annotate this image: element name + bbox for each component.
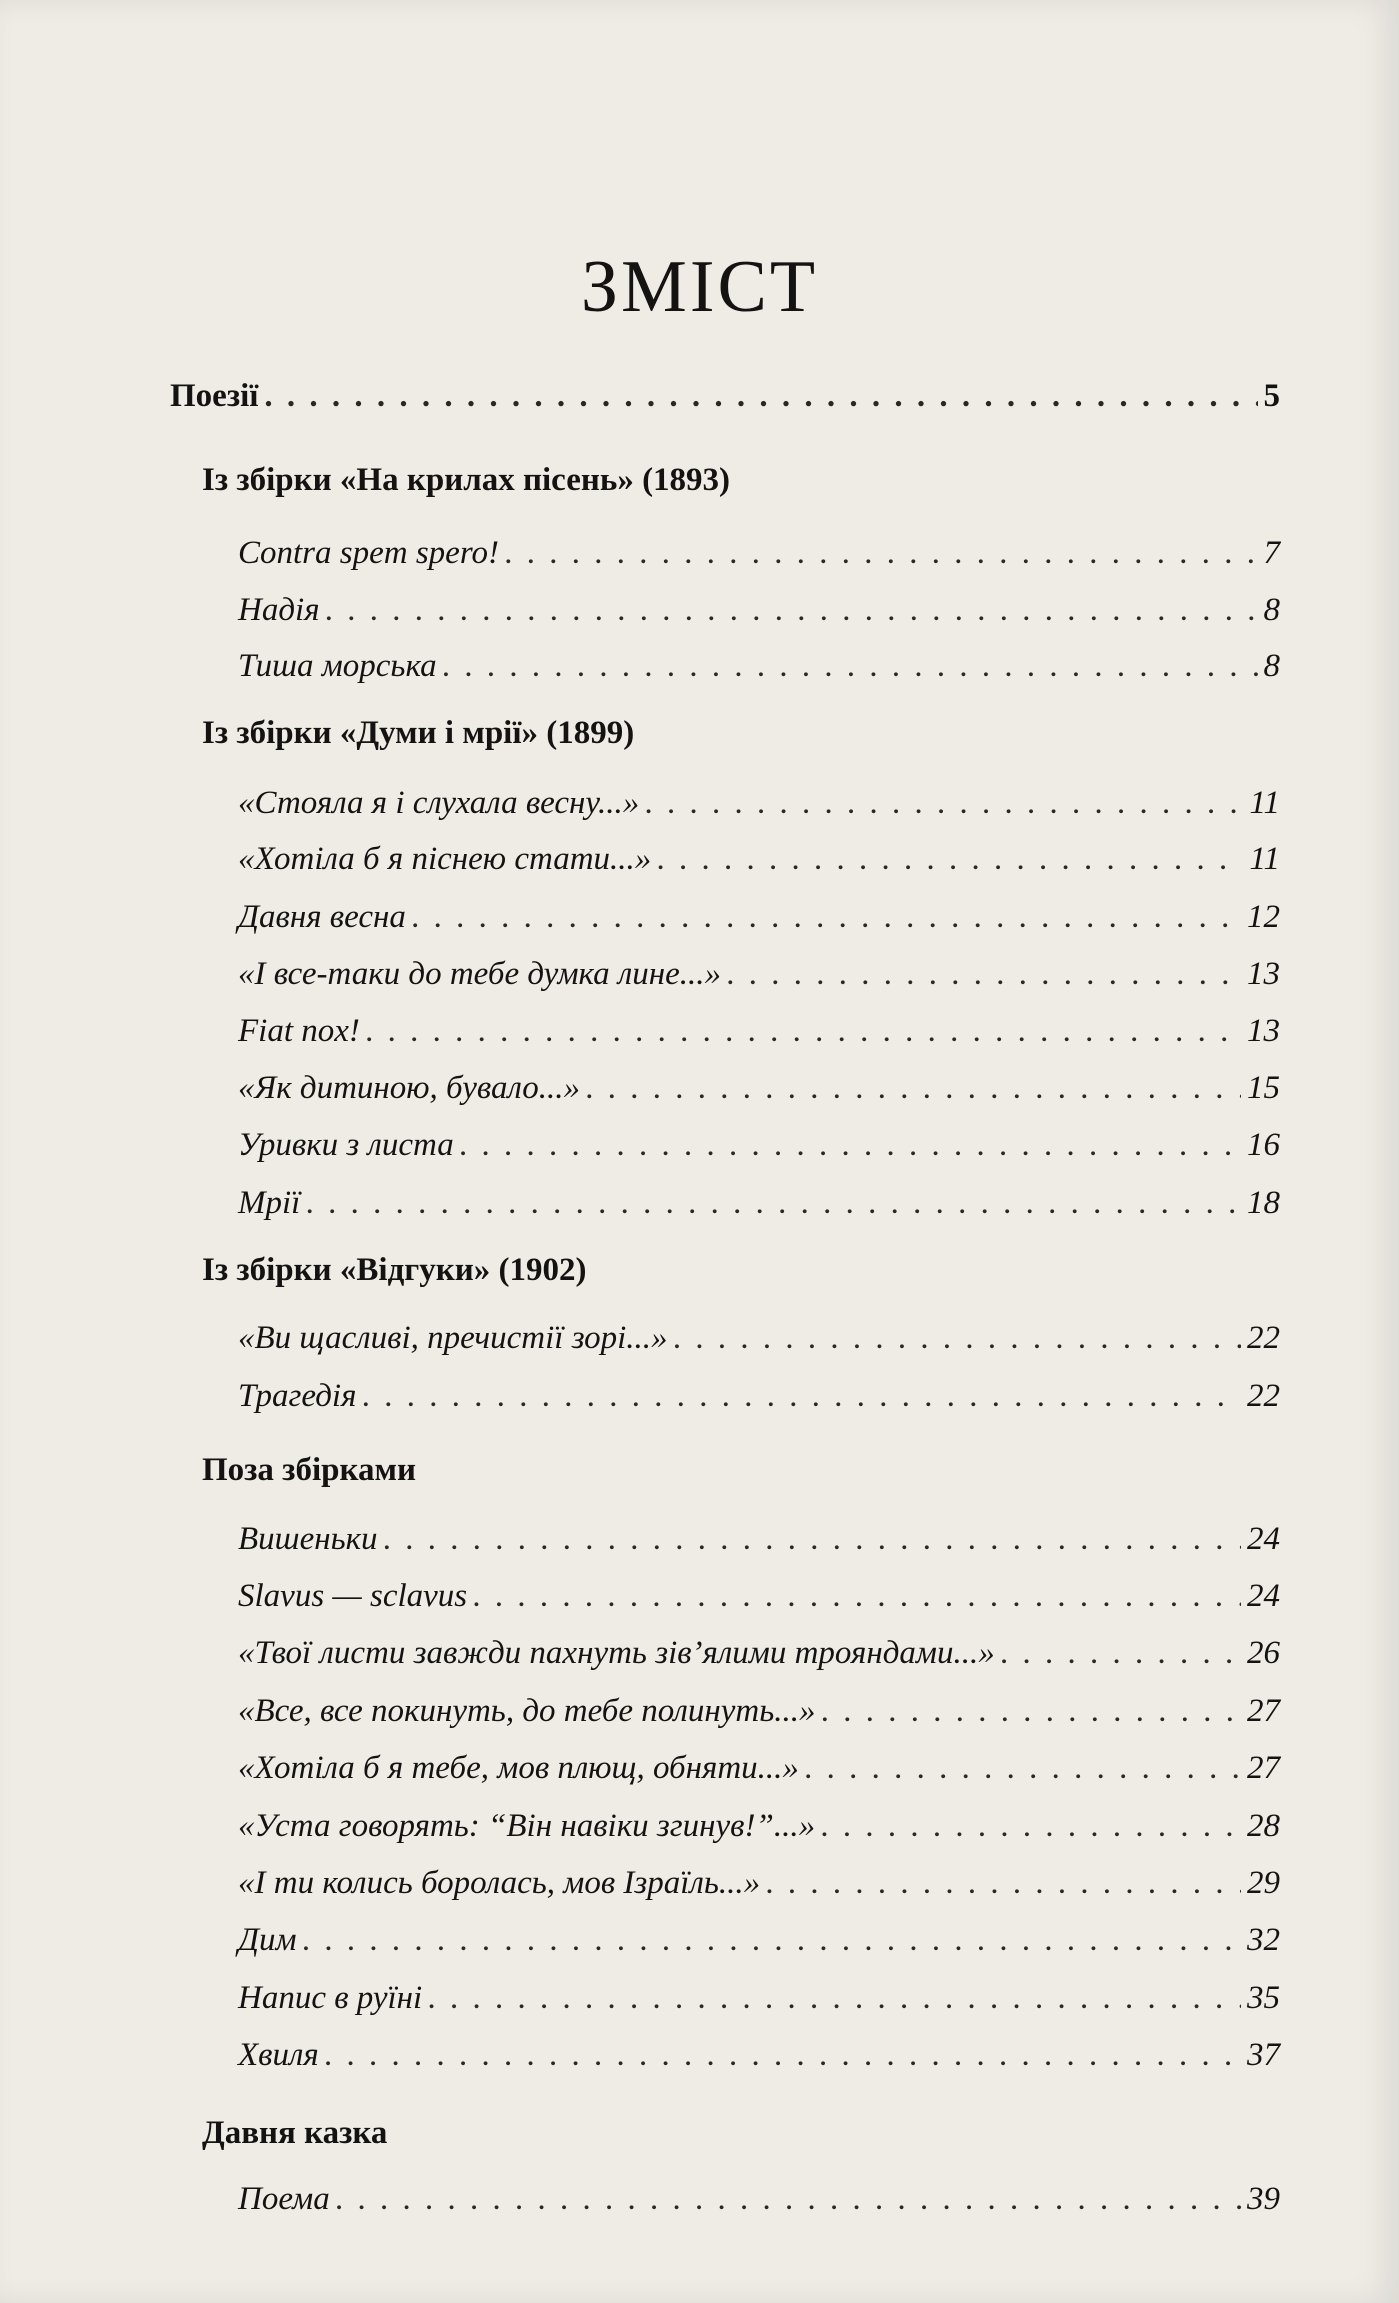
toc-entry-page: 37 [1247, 2037, 1280, 2073]
dot-leader [473, 1578, 1241, 1615]
toc-entry [238, 899, 1280, 945]
toc-entry-label: «Хотіла б я тебе, мов плющ, обняти...» [238, 1750, 799, 1786]
toc-entry-page: 7 [1263, 535, 1280, 571]
toc-entry-label: Поема [238, 2181, 330, 2217]
dot-leader [412, 899, 1241, 936]
toc-entry-label: «Ви щасливі, пречистії зорі...» [238, 1320, 668, 1356]
toc-entry [238, 1922, 1280, 1968]
dot-leader [674, 1320, 1241, 1357]
toc-entry [238, 1808, 1280, 1854]
toc-entry-page: 22 [1247, 1320, 1280, 1356]
toc-entry [238, 1070, 1280, 1116]
toc-entry-label: «Все, все покинуть, до тебе полинуть...» [238, 1693, 816, 1729]
dot-leader [325, 2037, 1241, 2074]
toc-entry-page: 12 [1247, 899, 1280, 935]
toc-entry-label: «Як дитиною, бувало...» [238, 1070, 580, 1106]
dot-leader [727, 956, 1241, 993]
toc-entry [238, 1320, 1280, 1366]
dot-leader [264, 378, 1257, 415]
toc-entry-page: 39 [1247, 2181, 1280, 2217]
page-title: ЗМІСТ [580, 246, 819, 328]
toc-entry [238, 1693, 1280, 1739]
toc-entry-page: 15 [1247, 1070, 1280, 1106]
dot-leader [384, 1521, 1241, 1558]
dot-leader [428, 1980, 1241, 2017]
toc-entry [238, 841, 1280, 887]
toc-entry-page: 13 [1247, 956, 1280, 992]
toc-entry-page: 8 [1263, 648, 1280, 684]
toc-entry-label: «Хотіла б я піснею стати...» [238, 841, 652, 877]
toc-entry-label: Мрії [238, 1185, 301, 1221]
dot-leader [326, 592, 1258, 629]
toc-entry-page: 35 [1247, 1980, 1280, 2016]
toc-entry-label: Хвиля [238, 2037, 319, 2073]
toc-entry [238, 1750, 1280, 1796]
toc-entry-poetry [170, 378, 1280, 424]
toc-entry [238, 1980, 1280, 2026]
toc-entry-page: 8 [1263, 592, 1280, 628]
toc-entry-label: Contra spem spero! [238, 535, 499, 571]
toc-entry-page: 32 [1247, 1922, 1280, 1958]
dot-leader [306, 1185, 1241, 1222]
toc-entry [238, 592, 1280, 638]
dot-leader [821, 1693, 1241, 1730]
dot-leader [766, 1865, 1241, 1902]
toc-entry-page: 11 [1249, 841, 1280, 877]
toc-entry-label: Вишеньки [238, 1521, 378, 1557]
toc-entry [238, 2181, 1280, 2227]
toc-entry-label: Надія [238, 592, 320, 628]
toc-entry [238, 1378, 1280, 1424]
dot-leader [505, 535, 1258, 572]
dot-leader [821, 1808, 1241, 1845]
toc-entry-page: 27 [1247, 1750, 1280, 1786]
toc-entry [238, 1521, 1280, 1567]
toc-entry-page: 29 [1247, 1865, 1280, 1901]
toc-entry-page: 16 [1247, 1127, 1280, 1163]
dot-leader [657, 841, 1243, 878]
dot-leader [362, 1378, 1241, 1415]
toc-entry [238, 648, 1280, 694]
dot-leader [443, 648, 1258, 685]
toc-entry-label: Давня весна [238, 899, 406, 935]
dot-leader [586, 1070, 1241, 1107]
toc-entry [238, 1865, 1280, 1911]
dot-leader [805, 1750, 1241, 1787]
section-heading: Із збірки «На крилах пісень» (1893) [202, 462, 731, 498]
toc-entry [238, 956, 1280, 1002]
dot-leader [336, 2181, 1241, 2218]
toc-entry-label: Поезії [170, 378, 259, 414]
toc-entry-page: 26 [1247, 1635, 1280, 1671]
toc-entry-page: 24 [1247, 1578, 1280, 1614]
toc-entry-label: «Твої листи завжди пахнуть зів’ялими трояндами...» [238, 1635, 995, 1671]
dot-leader [303, 1922, 1241, 1959]
toc-entry [238, 1127, 1280, 1173]
toc-entry-label: «Стояла я і слухала весну...» [238, 785, 640, 821]
toc-entry-label: «І ти колись боролась, мов Ізраїль...» [238, 1865, 761, 1901]
dot-leader [366, 1013, 1241, 1050]
toc-entry [238, 1578, 1280, 1624]
section-heading: Із збірки «Думи і мрії» (1899) [202, 715, 635, 751]
toc-entry [238, 535, 1280, 581]
toc-entry-label: Slavus — sclavus [238, 1578, 468, 1614]
toc-entry [238, 1013, 1280, 1059]
toc-entry-label: «Уста говорять: “Він навіки згинув!”...» [238, 1808, 816, 1844]
toc-entry-label: Fiat nox! [238, 1013, 360, 1049]
toc-entry [238, 785, 1280, 831]
toc-entry [238, 2037, 1280, 2083]
toc-entry-page: 22 [1247, 1378, 1280, 1414]
dot-leader [645, 785, 1243, 822]
toc-entry-label: Трагедія [238, 1378, 357, 1414]
toc-entry-page: 11 [1249, 785, 1280, 821]
toc-entry-page: 27 [1247, 1693, 1280, 1729]
dot-leader [1001, 1635, 1241, 1672]
toc-entry-page: 13 [1247, 1013, 1280, 1049]
section-heading: Із збірки «Відгуки» (1902) [202, 1252, 587, 1288]
section-heading: Поза збірками [202, 1452, 416, 1488]
dot-leader [460, 1127, 1241, 1164]
toc-entry [238, 1635, 1280, 1681]
toc-entry [238, 1185, 1280, 1231]
toc-entry-label: Дим [238, 1922, 297, 1958]
toc-entry-label: Тиша морська [238, 648, 437, 684]
toc-entry-page: 18 [1247, 1185, 1280, 1221]
toc-entry-page: 28 [1247, 1808, 1280, 1844]
toc-entry-label: Напис в руїні [238, 1980, 423, 2016]
toc-entry-label: Уривки з листа [238, 1127, 454, 1163]
toc-entry-page: 24 [1247, 1521, 1280, 1557]
toc-entry-page: 5 [1263, 378, 1280, 414]
toc-entry-label: «І все-таки до тебе думка лине...» [238, 956, 722, 992]
section-heading: Давня казка [202, 2115, 388, 2151]
